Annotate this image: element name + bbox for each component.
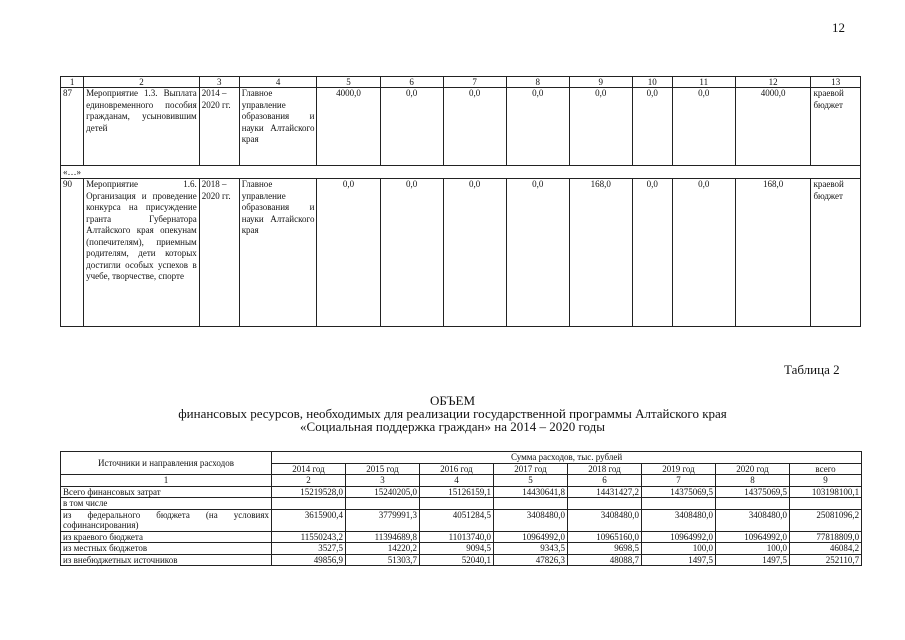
- row-number: 90: [61, 179, 84, 327]
- column-number: 13: [811, 77, 861, 88]
- amount: 51303,7: [346, 554, 420, 566]
- table-row: [61, 554, 862, 566]
- column-number: 8: [506, 77, 569, 88]
- row-label: из местных бюджетов: [61, 543, 272, 555]
- amount: 14375069,5: [642, 486, 716, 498]
- amount: 25081096,2: [790, 509, 862, 531]
- amount: 4051284,5: [420, 509, 494, 531]
- year-header: 2016 год: [420, 463, 494, 475]
- amount: 3408480,0: [642, 509, 716, 531]
- column-number: 2: [272, 475, 346, 487]
- table-header-row: [61, 77, 861, 88]
- amount: 10964992,0: [642, 531, 716, 543]
- amount: 1497,5: [716, 554, 790, 566]
- amount: 100,0: [716, 543, 790, 555]
- year-header: 2017 год: [494, 463, 568, 475]
- amount: 0,0: [380, 179, 443, 327]
- amount: 10965160,0: [568, 531, 642, 543]
- year-header: 2014 год: [272, 463, 346, 475]
- column-number: 12: [735, 77, 811, 88]
- amount: 103198100,1: [790, 486, 862, 498]
- amount: 0,0: [506, 88, 569, 166]
- amount: 0,0: [506, 179, 569, 327]
- amount: 100,0: [642, 543, 716, 555]
- amount: 4000,0: [735, 88, 811, 166]
- finance-table: [60, 451, 862, 566]
- column-number: 1: [61, 475, 272, 487]
- amount: 10964992,0: [494, 531, 568, 543]
- column-number: 7: [642, 475, 716, 487]
- year-header: 2019 год: [642, 463, 716, 475]
- year-header: всего: [790, 463, 862, 475]
- amount: 0,0: [632, 88, 672, 166]
- table-row-ellipsis: [61, 166, 861, 179]
- column-number: 3: [199, 77, 239, 88]
- amount: 9094,5: [420, 543, 494, 555]
- title-line-2: финансовых ресурсов, необходимых для реализации государственной программы Алтайского края: [178, 406, 727, 421]
- amount: [568, 498, 642, 510]
- column-number: 2: [84, 77, 200, 88]
- amount: 0,0: [443, 179, 506, 327]
- amount: 168,0: [569, 179, 632, 327]
- funding-source: краевой бюджет: [811, 88, 861, 166]
- amount: [420, 498, 494, 510]
- table-row: [61, 509, 862, 531]
- column-number: 4: [239, 77, 317, 88]
- table-row: [61, 179, 861, 327]
- amount: [346, 498, 420, 510]
- year-header: 2015 год: [346, 463, 420, 475]
- amount: 46084,2: [790, 543, 862, 555]
- amount: [272, 498, 346, 510]
- amount: 0,0: [317, 179, 380, 327]
- amount: 0,0: [443, 88, 506, 166]
- period: 2018 – 2020 гг.: [199, 179, 239, 327]
- column-number: 4: [420, 475, 494, 487]
- column-number: 5: [494, 475, 568, 487]
- column-number: 10: [632, 77, 672, 88]
- column-number: 9: [790, 475, 862, 487]
- funding-source: краевой бюджет: [811, 179, 861, 327]
- table-header-row: [61, 452, 862, 464]
- amount: 14431427,2: [568, 486, 642, 498]
- amount: 1497,5: [642, 554, 716, 566]
- row-label: из федерального бюджета (на условиях софинансирования): [61, 509, 272, 531]
- executor: Главное управление образования и науки Алтайского края: [239, 179, 317, 327]
- column-number: 8: [716, 475, 790, 487]
- amount: 3408480,0: [568, 509, 642, 531]
- page-number: 12: [832, 20, 845, 35]
- amount: [642, 498, 716, 510]
- table-row: [61, 498, 862, 510]
- table-caption: Таблица 2: [784, 362, 840, 377]
- column-number: 11: [672, 77, 735, 88]
- amount: 48088,7: [568, 554, 642, 566]
- row-number: 87: [61, 88, 84, 166]
- amount: 0,0: [569, 88, 632, 166]
- column-header-sum: Сумма расходов, тыс. рублей: [272, 452, 862, 464]
- column-number: 5: [317, 77, 380, 88]
- amount: 4000,0: [317, 88, 380, 166]
- amount: 77818809,0: [790, 531, 862, 543]
- amount: 3408480,0: [494, 509, 568, 531]
- amount: 47826,3: [494, 554, 568, 566]
- period: 2014 – 2020 гг.: [199, 88, 239, 166]
- amount: 15219528,0: [272, 486, 346, 498]
- row-label: Всего финансовых затрат: [61, 486, 272, 498]
- table-row: [61, 531, 862, 543]
- measure-name: Мероприятие 1.3. Выплата единовременного пособия гражданам, усыновившим детей: [84, 88, 200, 166]
- amount: [494, 498, 568, 510]
- row-label: из внебюджетных источников: [61, 554, 272, 566]
- amount: 52040,1: [420, 554, 494, 566]
- column-number: 9: [569, 77, 632, 88]
- amount: 11013740,0: [420, 531, 494, 543]
- table-row: [61, 486, 862, 498]
- amount: 11394689,8: [346, 531, 420, 543]
- amount: 252110,7: [790, 554, 862, 566]
- column-header-sources: Источники и направления расходов: [61, 452, 272, 475]
- amount: 14375069,5: [716, 486, 790, 498]
- amount: 14220,2: [346, 543, 420, 555]
- amount: 15240205,0: [346, 486, 420, 498]
- amount: 14430641,8: [494, 486, 568, 498]
- column-number: 7: [443, 77, 506, 88]
- amount: 0,0: [672, 88, 735, 166]
- amount: 168,0: [735, 179, 811, 327]
- measures-table: [60, 76, 861, 327]
- amount: 3408480,0: [716, 509, 790, 531]
- ellipsis-label: «…»: [61, 166, 861, 179]
- amount: [790, 498, 862, 510]
- amount: 3779991,3: [346, 509, 420, 531]
- amount: 3615900,4: [272, 509, 346, 531]
- title-line-1: ОБЪЕМ: [429, 393, 476, 408]
- column-number: 6: [568, 475, 642, 487]
- measure-name: Мероприятие 1.6. Организация и проведение конкурса на присуждение гранта Губернатора Алтайского края опекунам (попечителям), приемным родителям, дети которых достигли особых успехов в учебе, творчестве, спорте: [84, 179, 200, 327]
- table-row: [61, 88, 861, 166]
- column-number: 6: [380, 77, 443, 88]
- amount: 11550243,2: [272, 531, 346, 543]
- amount: 0,0: [632, 179, 672, 327]
- amount: 0,0: [380, 88, 443, 166]
- amount: [716, 498, 790, 510]
- executor: Главное управление образования и науки Алтайского края: [239, 88, 317, 166]
- year-header: 2018 год: [568, 463, 642, 475]
- amount: 3527,5: [272, 543, 346, 555]
- column-number-row: [61, 475, 862, 487]
- table-row: [61, 543, 862, 555]
- title-line-3: «Социальная поддержка граждан» на 2014 – 2020 годы: [300, 419, 605, 434]
- amount: 10964992,0: [716, 531, 790, 543]
- column-number: 1: [61, 77, 84, 88]
- column-number: 3: [346, 475, 420, 487]
- amount: 49856,9: [272, 554, 346, 566]
- amount: 9698,5: [568, 543, 642, 555]
- year-header: 2020 год: [716, 463, 790, 475]
- amount: 15126159,1: [420, 486, 494, 498]
- row-label: в том числе: [61, 498, 272, 510]
- row-label: из краевого бюджета: [61, 531, 272, 543]
- amount: 0,0: [672, 179, 735, 327]
- amount: 9343,5: [494, 543, 568, 555]
